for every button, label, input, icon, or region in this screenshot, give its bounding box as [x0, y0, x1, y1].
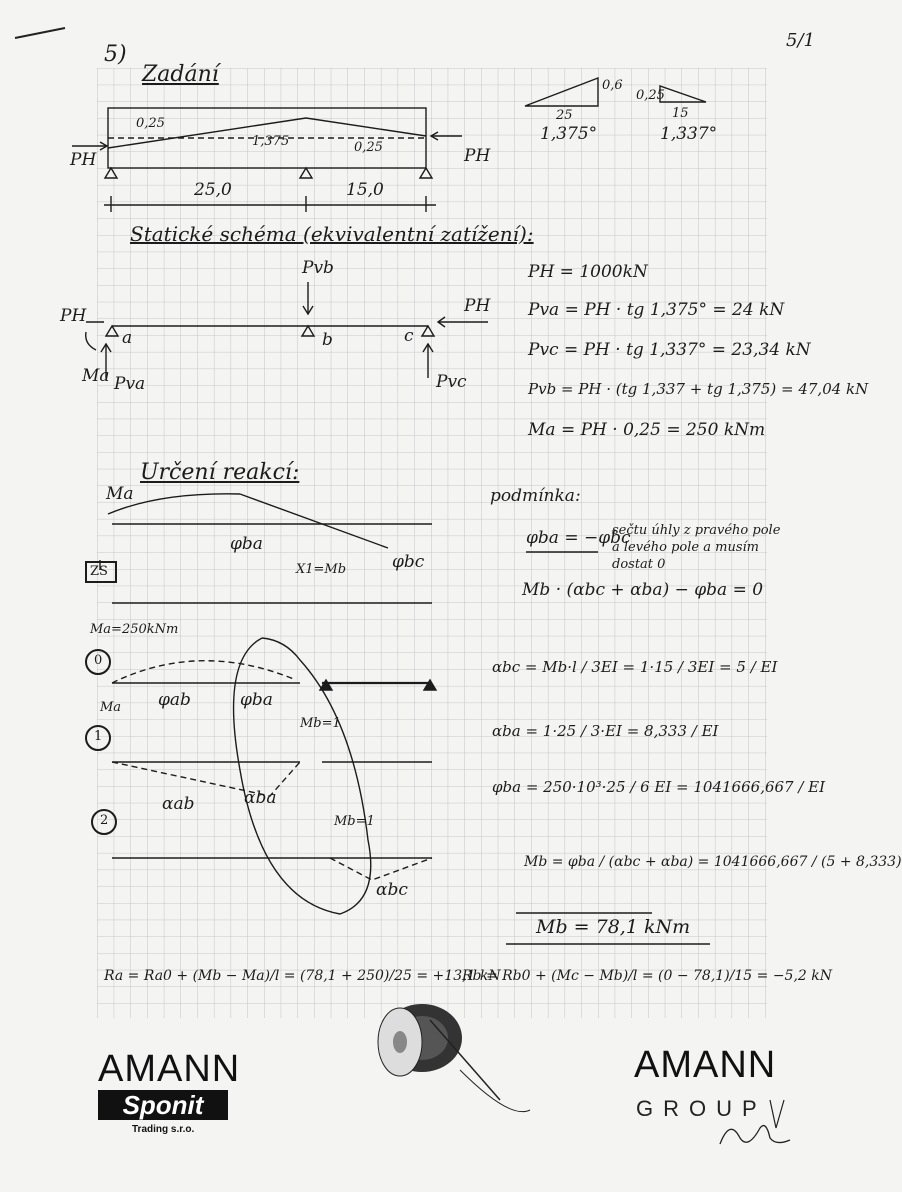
group-label: GROUP [636, 1096, 767, 1121]
dimension-left: 25,0 [194, 180, 232, 200]
label-ph-a: PH [60, 306, 87, 326]
dimension-right: 15,0 [346, 180, 384, 200]
eccentricity-1: 0,25 [136, 116, 165, 131]
case-1: 1 [94, 729, 103, 744]
label-ph-c: PH [464, 296, 491, 316]
triangle2-left: 0,25 [636, 88, 665, 103]
equation-ph: PH = 1000kN [528, 262, 648, 282]
reaction-ra: Ra = Ra0 + (Mb − Ma)/l = (78,1 + 250)/25 = +13,1 kN [104, 968, 501, 984]
label-phi-bc: φbc [392, 552, 425, 572]
case-2: 2 [100, 813, 109, 828]
label-ma-2: Ma [100, 700, 122, 715]
equation-pvc: Pvc = PH · tg 1,337° = 23,34 kN [528, 340, 811, 360]
alpha-bc-equation: αbc = Mb·l / 3EI = 1·15 / 3EI = 5 / EI [492, 658, 778, 676]
label-phi-ab: φab [158, 690, 191, 710]
trading-label: Trading s.r.o. [132, 1124, 195, 1135]
label-pva: Pva [114, 374, 146, 394]
triangle2-base: 15 [672, 106, 689, 121]
label-mb1-b: Mb=1 [334, 814, 375, 829]
label-pvb: Pvb [302, 258, 334, 278]
signature [710, 1098, 800, 1158]
label-mb1: Mb=1 [300, 716, 341, 731]
equation-marks [506, 552, 710, 944]
static-scheme [86, 282, 491, 378]
label-a: a [122, 328, 133, 348]
equation-ma: Ma = PH · 0,25 = 250 kNm [528, 420, 766, 440]
amann-logo-left: AMANN [98, 1048, 241, 1090]
page-number: 5/1 [786, 30, 815, 51]
triangle1-base: 25 [556, 108, 573, 123]
case-0: 0 [94, 653, 103, 668]
mb-result: Mb = 78,1 kNm [536, 916, 691, 938]
label-phi-ba-2: φba [240, 690, 273, 710]
label-alpha-ab: αab [162, 794, 195, 814]
condition-note: sečtu úhly z pravého pole a levého pole a musím dostat 0 [612, 523, 781, 572]
alpha-ba-equation: αba = 1·25 / 3·EI = 8,333 / EI [492, 722, 719, 740]
label-ma: Ma [82, 366, 110, 386]
sponit-logo: Sponit [98, 1090, 228, 1120]
label-ma-r: Ma [106, 484, 134, 504]
label-pvc: Pvc [436, 372, 467, 392]
equation-pva: Pva = PH · tg 1,375° = 24 kN [528, 300, 785, 320]
equation-pvb: Pvb = PH · (tg 1,337 + tg 1,375) = 47,04 kN [528, 380, 869, 398]
thread-spool-logo [360, 980, 560, 1120]
label-x1: X1=Mb [296, 562, 347, 577]
eccentricity-2: 1,375 [252, 134, 290, 149]
heading-reakce: Určení reakcí: [140, 460, 300, 485]
triangle1-angle: 1,375° [540, 124, 598, 144]
phi-ba-equation: φba = 250·10³·25 / 6 EI = 1041666,667 / EI [492, 778, 826, 796]
triangle1-top: 0,6 [602, 78, 623, 93]
label-phi-ba: φba [230, 534, 263, 554]
section-number: 5) [104, 42, 127, 67]
label-b: b [322, 330, 333, 350]
mb-fraction: Mb = φba / (αbc + αba) = 1041666,667 / (5 + 8,333) [524, 854, 902, 870]
label-alpha-ba: αba [244, 788, 277, 808]
beam-sketch [72, 108, 462, 212]
label-ma-value: Ma=250kNm [90, 622, 179, 637]
condition-equation: φba = −φbc [526, 528, 631, 548]
label-ph-right: PH [464, 146, 491, 166]
label-c: c [404, 326, 414, 346]
heading-schema: Statické schéma (ekvivalentní zatížení): [130, 222, 534, 246]
reaction-rb: Rb = Rb0 + (Mc − Mb)/l = (0 − 78,1)/15 = −5,2 kN [462, 968, 833, 984]
label-zs: ZS [90, 564, 108, 579]
label-ph-left: PH [70, 150, 97, 170]
amann-logo-right: AMANN [634, 1044, 777, 1086]
condition-label: podmínka: [490, 486, 581, 506]
label-alpha-bc: αbc [376, 880, 408, 900]
triangle2-angle: 1,337° [660, 124, 718, 144]
heading-zadani: Zadání [142, 62, 219, 87]
eccentricity-3: 0,25 [354, 140, 383, 155]
mb-equation: Mb · (αbc + αba) − φba = 0 [522, 580, 764, 600]
